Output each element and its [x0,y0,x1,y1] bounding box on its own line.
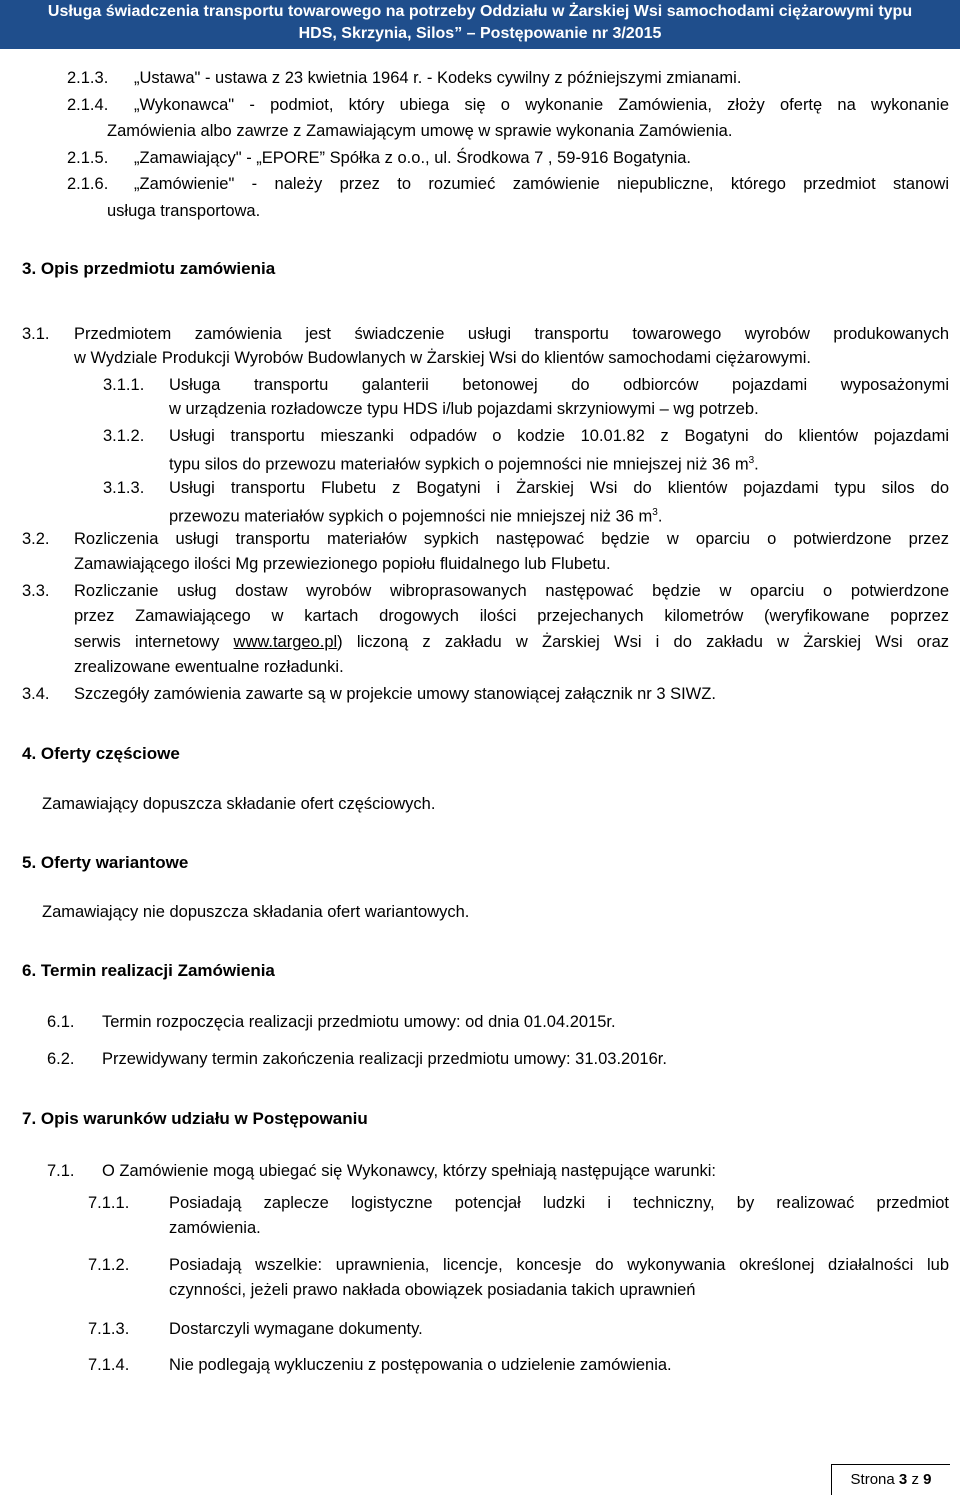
page-label: Strona [850,1471,895,1488]
current-page: 3 [898,1471,908,1488]
definition-text: „Ustawa" - ustawa z 23 kwietnia 1964 r. - Kodeks cywilny z późniejszymi zmianami. [134,69,742,87]
item-number: 7.1.2. [88,1256,130,1274]
item-number: 7.1.3. [88,1320,130,1338]
paragraph-text: Zamawiający nie dopuszcza składania ofert wariantowych. [42,903,470,921]
paragraph-text: zrealizowane ewentualne rozładunki. [74,658,344,676]
paragraph-text: Przedmiotem zamówienia jest świadczenie usługi transportu towarowego wyrobów produkowanych [74,325,949,343]
paragraph-text: w urządzenia rozładowcze typu HDS i/lub pojazdami skrzyniowymi – wg potrzeb. [169,400,759,418]
definition-text: „Wykonawca" - podmiot, który ubiega się o wykonanie Zamówienia, złoży ofertę na wykonanie [134,96,949,114]
item-number: 7.1.1. [88,1194,130,1212]
text-run: typu silos do przewozu materiałów sypkich o pojemności nie mniejszej niż 36 m [169,455,749,474]
item-number: 2.1.6. [67,175,109,193]
page-number-footer [831,1464,950,1495]
paragraph-text: Rozliczanie usług dostaw wyrobów wibroprasowanych następować będzie w oparciu o potwierdzone [74,582,949,600]
paragraph-text: Usługi transportu mieszanki odpadów o kodzie 10.01.82 z Bogatyni do klientów pojazdami [169,427,949,445]
paragraph-text: O Zamówienie mogą ubiegać się Wykonawcy, którzy spełniają następujące warunki: [102,1162,717,1180]
paragraph-text: Usługa transportu galanterii betonowej do odbiorców pojazdami wyposażonymi [169,376,949,394]
definition-text: usługa transportowa. [107,202,261,220]
definition-text: „Zamawiający" - „EPORE” Spółka z o.o., ul. Środkowa 7 , 59-916 Bogatynia. [134,149,692,167]
item-number: 2.1.5. [67,149,109,167]
paragraph-text: Posiadają zaplecze logistyczne potencjał ludzki i techniczny, by realizować przedmiot [169,1194,949,1212]
paragraph-text: Rozliczenia usługi transportu materiałów sypkich następować będzie w oparciu o potwierdzone przez [74,530,949,548]
definition-text: „Zamówienie" - należy przez to rozumieć zamówienie niepubliczne, którego przedmiot stanowi [134,175,949,193]
section-heading: 3. Opis przedmiotu zamówienia [22,259,276,278]
paragraph-text: Usługi transportu Flubetu z Bogatyni i Żarskiej Wsi do klientów pojazdami typu silos do [169,479,949,497]
text-run: przewozu materiałów sypkich o pojemności nie mniejszej niż 36 m [169,507,653,526]
paragraph-text: przez Zamawiającego w kartach drogowych ilości przejechanych kilometrów (weryfikowane poprzez [74,607,949,625]
item-number: 3.1.2. [103,427,145,445]
definition-text: Zamówienia albo zawrze z Zamawiającym umowę w sprawie wykonania Zamówienia. [107,122,733,140]
item-number: 3.4. [22,685,50,703]
text-run: serwis internetowy [74,633,220,651]
document-header [0,0,960,49]
section-heading: 7. Opis warunków udziału w Postępowaniu [22,1109,368,1128]
item-number: 7.1. [47,1162,75,1180]
item-number: 7.1.4. [88,1356,130,1374]
item-number: 2.1.4. [67,96,109,114]
section-heading: 6. Termin realizacji Zamówienia [22,961,275,980]
item-number: 3.2. [22,530,50,548]
paragraph-text [169,502,662,528]
paragraph-text: czynności, jeżeli prawo nakłada obowiązek posiadania takich uprawnień [169,1281,696,1299]
paragraph-text: Zamawiający dopuszcza składanie ofert częściowych. [42,795,436,813]
paragraph-text: Dostarczyli wymagane dokumenty. [169,1320,423,1338]
text-run: . [657,507,663,526]
superscript: 3 [652,507,658,518]
paragraph-text: Posiadają wszelkie: uprawnienia, licencje, koncesje do wykonywania określonej działalności lub [169,1256,949,1274]
paragraph-text [74,631,949,653]
item-number: 3.1.3. [103,479,145,497]
paragraph-text: Zamawiającego ilości Mg przewiezionego popiołu fluidalnego lub Flubetu. [74,555,611,573]
superscript: 3 [748,455,755,466]
paragraph-text: Nie podlegają wykluczeniu z postępowania o udzielenie zamówienia. [169,1356,672,1374]
header-line-2: HDS, Skrzynia, Silos” – Postępowanie nr 3/2015 [298,25,662,42]
paragraph-text: w Wydziale Produkcji Wyrobów Budowlanych w Żarskiej Wsi do klientów samochodami ciężarowymi. [74,349,811,367]
item-number: 3.3. [22,582,50,600]
total-pages: 9 [923,1471,932,1488]
item-number: 6.1. [47,1013,75,1031]
page-of: z [911,1471,919,1488]
paragraph-text: Termin rozpoczęcia realizacji przedmiotu umowy: od dnia 01.04.2015r. [102,1013,616,1031]
item-number: 3.1.1. [103,376,145,394]
paragraph-text: Przewidywany termin zakończenia realizacji przedmiotu umowy: 31.03.2016r. [102,1050,667,1068]
paragraph-text [169,450,759,476]
section-heading: 4. Oferty częściowe [22,744,180,763]
paragraph-text: zamówienia. [169,1219,261,1237]
section-heading: 5. Oferty wariantowe [22,853,189,872]
text-run: . [754,455,759,474]
item-number: 6.2. [47,1050,75,1068]
item-number: 3.1. [22,325,50,343]
paragraph-text: Szczegóły zamówienia zawarte są w projekcie umowy stanowiącej załącznik nr 3 SIWZ. [74,685,716,703]
item-number: 2.1.3. [67,69,109,87]
header-line-1: Usługa świadczenia transportu towarowego na potrzeby Oddziału w Żarskiej Wsi samochodami ciężarowymi typu [47,3,913,20]
targeo-link[interactable]: www.targeo.pl [233,633,338,651]
text-run: ) liczoną z zakładu w Żarskiej Wsi i do zakładu w Żarskiej Wsi oraz [337,633,949,651]
